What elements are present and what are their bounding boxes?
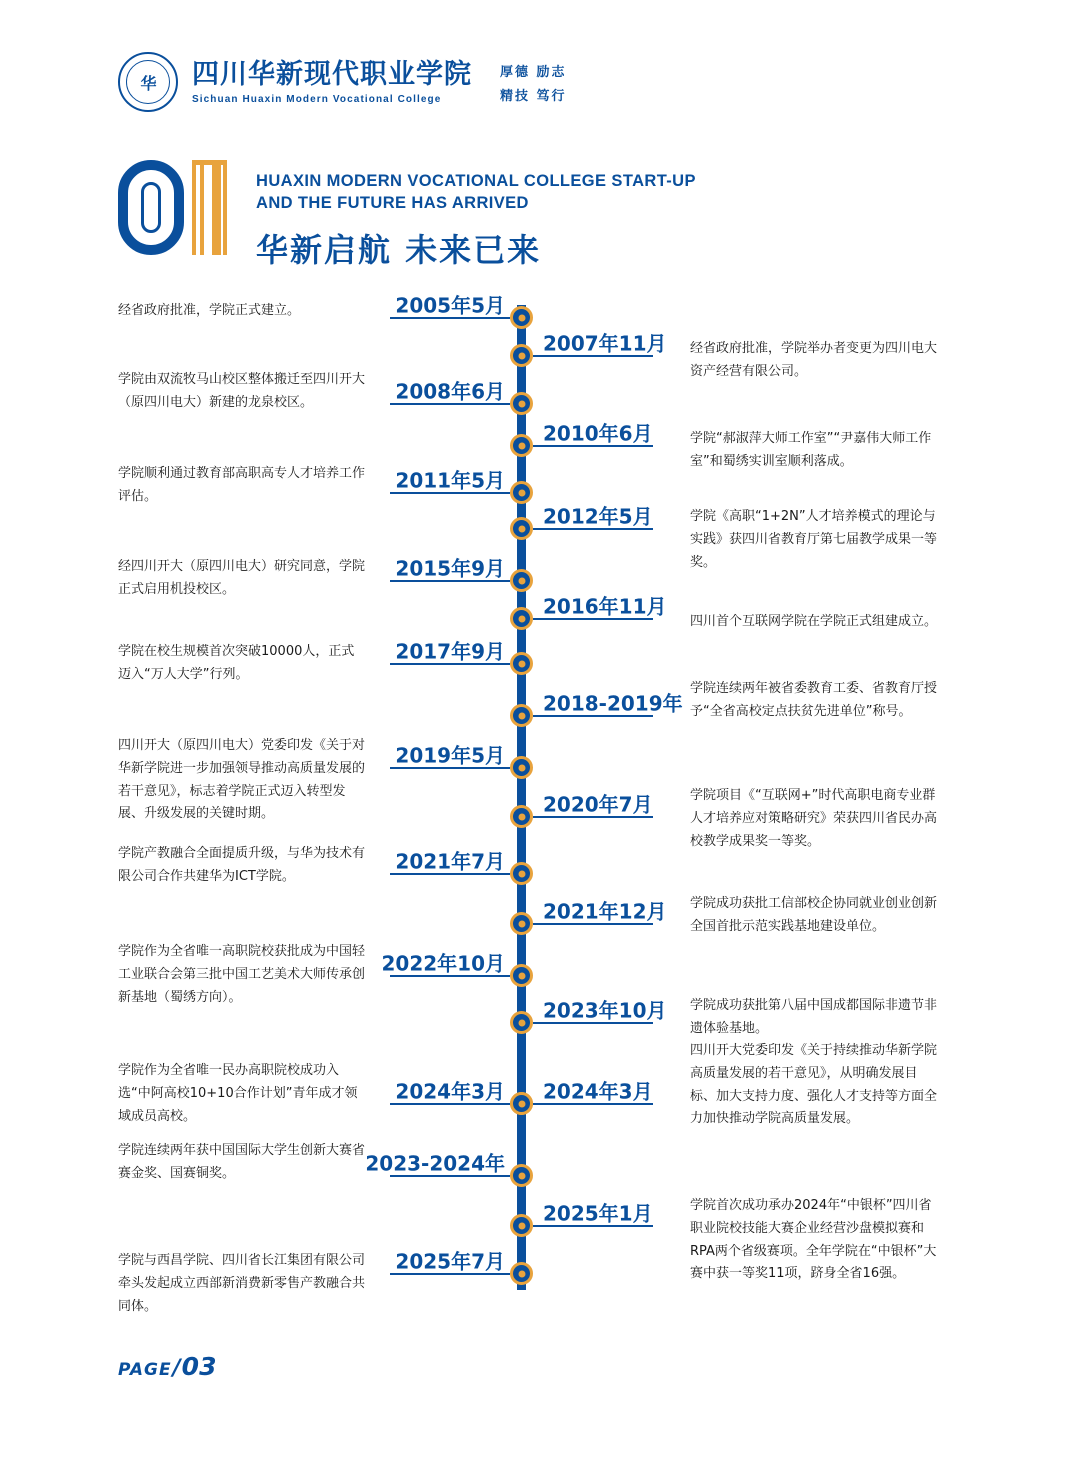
timeline-date: 2025年1月 (543, 1201, 653, 1226)
section-heading (118, 160, 696, 271)
timeline-date: 2012年5月 (543, 504, 653, 529)
digit-one-icon (192, 160, 232, 255)
timeline-description: 学院连续两年获中国国际大学生创新大赛省赛金奖、国赛铜奖。 (118, 1143, 366, 1181)
timeline-node (510, 1164, 533, 1187)
timeline-description: 学院项目《“互联网+”时代高职电商专业群人才培养应对策略研究》荣获四川省民办高校教学成果奖一等奖。 (690, 788, 938, 849)
timeline-date: 2020年7月 (543, 792, 653, 817)
timeline-node (510, 805, 533, 828)
timeline-node (510, 756, 533, 779)
timeline-date: 2008年6月 (395, 379, 505, 404)
timeline-node (510, 344, 533, 367)
timeline-description: 经四川开大（原四川电大）研究同意，学院正式启用机投校区。 (118, 559, 366, 597)
timeline-date: 2011年5月 (395, 468, 505, 493)
timeline-date: 2016年11月 (543, 594, 667, 619)
timeline-node (510, 862, 533, 885)
timeline-description: 学院成功获批工信部校企协同就业创业创新全国首批示范实践基地建设单位。 (690, 896, 938, 934)
section-title-en-line2: AND THE FUTURE HAS ARRIVED (256, 194, 529, 213)
timeline-description: 经省政府批准，学院举办者变更为四川电大资产经营有限公司。 (690, 341, 938, 379)
digit-zero-icon (118, 160, 184, 255)
timeline-node (510, 964, 533, 987)
page-number: 03 (181, 1352, 217, 1381)
timeline-description: 学院在校生规模首次突破10000人，正式迈入“万人大学”行列。 (118, 644, 355, 682)
timeline-date: 2015年9月 (395, 556, 505, 581)
emblem-glyph: 华 (140, 75, 156, 93)
timeline-description: 学院《高职“1+2N”人才培养模式的理论与实践》获四川省教育厅第七届教学成果一等奖。 (690, 509, 938, 570)
timeline-description: 学院“郝淑萍大师工作室”“尹嘉伟大师工作室”和蜀绣实训室顺利落成。 (690, 431, 932, 469)
timeline-description: 学院由双流牧马山校区整体搬迁至四川开大（原四川电大）新建的龙泉校区。 (118, 372, 366, 410)
timeline-node (510, 1262, 533, 1285)
section-number-01 (118, 160, 236, 256)
timeline-date: 2005年5月 (395, 293, 505, 318)
timeline-description: 学院与西昌学院、四川省长江集团有限公司牵头发起成立西部新消费新零售产教融合共同体。 (118, 1253, 366, 1314)
timeline-date: 2007年11月 (543, 331, 667, 356)
timeline-node (510, 607, 533, 630)
timeline-date: 2021年7月 (395, 849, 505, 874)
timeline-description: 学院作为全省唯一高职院校获批成为中国轻工业联合会第三批中国工艺美术大师传承创新基地（蜀绣方向）。 (118, 944, 366, 1005)
timeline-node (510, 1214, 533, 1237)
timeline (0, 295, 1080, 1315)
timeline-date: 2018-2019年 (543, 691, 683, 716)
timeline-node (510, 1011, 533, 1034)
college-name-cn: 四川华新现代职业学院 (192, 59, 472, 91)
page-header (118, 52, 567, 112)
timeline-date: 2024年3月 (395, 1079, 505, 1104)
timeline-date: 2023年10月 (543, 998, 667, 1023)
timeline-node (510, 652, 533, 675)
timeline-node (510, 517, 533, 540)
timeline-node (510, 912, 533, 935)
timeline-description: 经省政府批准，学院正式建立。 (118, 303, 301, 318)
timeline-date: 2021年12月 (543, 899, 667, 924)
timeline-description: 学院产教融合全面提质升级，与华为技术有限公司合作共建华为ICT学院。 (118, 846, 366, 884)
college-motto (500, 61, 567, 104)
timeline-date: 2022年10月 (381, 951, 505, 976)
college-name-en: Sichuan Huaxin Modern Vocational College (192, 93, 442, 105)
college-emblem-icon (118, 52, 178, 112)
section-title-cn: 华新启航 未来已来 (256, 230, 542, 269)
timeline-node (510, 392, 533, 415)
timeline-description: 学院成功获批第八届中国成都国际非遗节非遗体验基地。 (690, 998, 938, 1036)
footer-label: PAGE (118, 1360, 172, 1380)
footer-slash: / (172, 1356, 181, 1381)
college-name-block (192, 59, 472, 104)
timeline-date: 2023-2024年 (365, 1151, 505, 1176)
timeline-date: 2019年5月 (395, 743, 505, 768)
timeline-node (510, 704, 533, 727)
timeline-node (510, 434, 533, 457)
page-footer (118, 1352, 216, 1381)
timeline-node (510, 306, 533, 329)
motto-line-2: 精技 笃行 (500, 88, 567, 104)
section-title-block (256, 160, 696, 271)
timeline-description: 四川开大党委印发《关于持续推动华新学院高质量发展的若干意见》，从明确发展目标、加大支持力度、强化人才支持等方面全力加快推动学院高质量发展。 (690, 1043, 938, 1127)
timeline-date: 2017年9月 (395, 639, 505, 664)
motto-line-1: 厚德 励志 (500, 64, 567, 80)
timeline-node (510, 569, 533, 592)
section-title-en-line1: HUAXIN MODERN VOCATIONAL COLLEGE START-UP (256, 172, 696, 190)
timeline-date: 2025年7月 (395, 1249, 505, 1274)
timeline-description: 学院连续两年被省委教育工委、省教育厅授予“全省高校定点扶贫先进单位”称号。 (690, 681, 938, 719)
timeline-date: 2024年3月 (543, 1079, 653, 1104)
timeline-description: 四川首个互联网学院在学院正式组建成立。 (690, 614, 938, 629)
timeline-node (510, 1092, 533, 1115)
timeline-description: 学院作为全省唯一民办高职院校成功入选“中阿高校10+10合作计划”青年成才领域成员高校。 (118, 1063, 358, 1124)
timeline-date: 2010年6月 (543, 421, 653, 446)
timeline-node (510, 481, 533, 504)
timeline-description: 学院首次成功承办2024年“中银杯”四川省职业院校技能大赛企业经营沙盘模拟赛和RPA两个省级赛项。全年学院在“中银杯”大赛中获一等奖11项，跻身全省16强。 (690, 1198, 937, 1282)
timeline-description: 四川开大（原四川电大）党委印发《关于对华新学院进一步加强领导推动高质量发展的若干意见》，标志着学院正式迈入转型发展、升级发展的关键时期。 (118, 738, 366, 822)
timeline-description: 学院顺利通过教育部高职高专人才培养工作评估。 (118, 466, 366, 504)
